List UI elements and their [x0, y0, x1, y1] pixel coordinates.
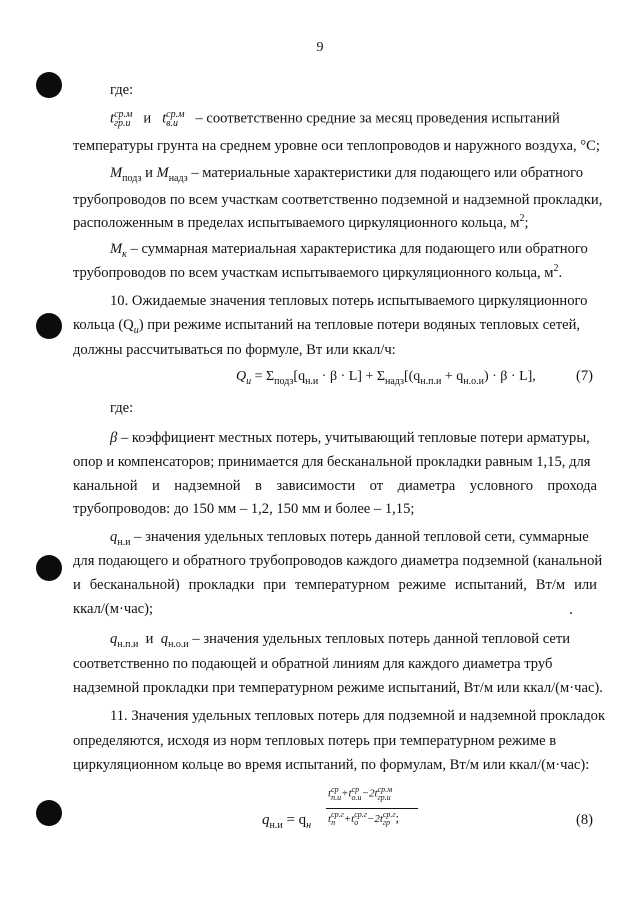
definition-qni: $q_{н.и}$ – значения удельных тепловых потерь данной тепловой сети, суммарные [110, 529, 589, 548]
formula-7-number: (7) [576, 368, 594, 384]
paragraph-11-cont: определяются, исходя из норм тепловых потерь при температурном режиме в [73, 733, 557, 749]
definition-qnp-cont2: надземной прокладки при температурном режиме испытаний, Вт/м или ккал/(м·час). [73, 680, 603, 696]
punch-hole [36, 800, 62, 826]
definition-qni-cont2: и бесканальной) прокладки при температурном режиме испытаний, Вт/м или [73, 577, 597, 593]
definition-temperature: t ср.м гр.и и t ср.м в.и – соответственно средние за месяц проведения испытаний [110, 109, 560, 129]
formula-8-number: (8) [576, 812, 594, 828]
punch-hole [36, 72, 62, 98]
definition-mk: $M_к$ – суммарная материальная характеристика для подающего или обратного [110, 241, 588, 260]
paragraph-11-cont2: циркуляционном кольце во время испытаний, по формулам, Вт/м или ккал/(м·час): [73, 757, 590, 773]
definition-beta-cont: опор и компенсаторов; принимается для бесканальной прокладки равным 1,15, для [73, 454, 591, 470]
speck [570, 612, 572, 614]
definition-qnp-cont: соответственно по подающей и обратной линиям для каждого диаметра труб [73, 656, 553, 672]
definition-qnp: $q_{н.п.и}$ и $q_{н.о.и}$ – значения удельных тепловых потерь данной тепловой сети [110, 631, 571, 650]
paragraph-11: 11. Значения удельных тепловых потерь для подземной и надземной прокладок [110, 708, 606, 724]
definition-m-cont2: расположенным в пределах испытываемого циркуляционного кольца, $м^2$; [73, 213, 529, 231]
definition-temperature-cont: температуры грунта на среднем уровне оси теплопроводов и наружного воздуха, °С; [73, 138, 600, 154]
formula-8-lhs: $q_{н.и} = q_н$ [262, 812, 312, 831]
formula-8-numerator: t ср п.и +t ср о.и −2t ср.м гр.и [328, 785, 393, 802]
definition-qni-cont: для подающего и обратного трубопроводов каждого диаметра подземной (канальной [73, 553, 603, 569]
formula-8-fraction-bar [326, 808, 418, 809]
punch-hole [36, 555, 62, 581]
where-label: где: [110, 82, 134, 98]
formula-8-denominator: t ср.г п +t ср.г о −2t ср.г гр ; [328, 810, 400, 828]
definition-beta: β – коэффициент местных потерь, учитывающий тепловые потери арматуры, [110, 430, 590, 446]
definition-mk-cont: трубопроводов по всем участкам испытываемого циркуляционного кольца, $м^2$. [73, 263, 563, 281]
definition-m: $M_{подз}$ и $M_{надз}$ – материальные характеристики для подающего или обратного [110, 165, 584, 184]
where-label-2: где: [110, 400, 134, 416]
definition-qni-cont3: ккал/(м·час); [73, 601, 154, 617]
definition-beta-cont3: трубопроводов: до 150 мм – 1,2, 150 мм и более – 1,15; [73, 501, 415, 517]
definition-beta-cont2: канальной и надземной в зависимости от диаметра условного прохода [73, 478, 597, 494]
page-number: 9 [316, 40, 324, 55]
formula-7: $Q_и = \Sigma_{подз}[q_{н.и} \cdot \beta \cdot L] + \Sigma_{надз}[(q_{н.п.и} + q_{н.о.и}) \cdot \beta \cdot L]$, [236, 369, 536, 387]
definition-m-cont: трубопроводов по всем участкам соответственно подземной и надземной прокладки, [73, 192, 603, 208]
paragraph-10: 10. Ожидаемые значения тепловых потерь испытываемого циркуляционного [110, 293, 588, 309]
punch-hole [36, 313, 62, 339]
paragraph-10-cont: кольца $(Q_и)$ при режиме испытаний на тепловые потери водяных тепловых сетей, [73, 317, 581, 336]
paragraph-10-cont2: должны рассчитываться по формуле, Вт или ккал/ч: [73, 342, 396, 358]
